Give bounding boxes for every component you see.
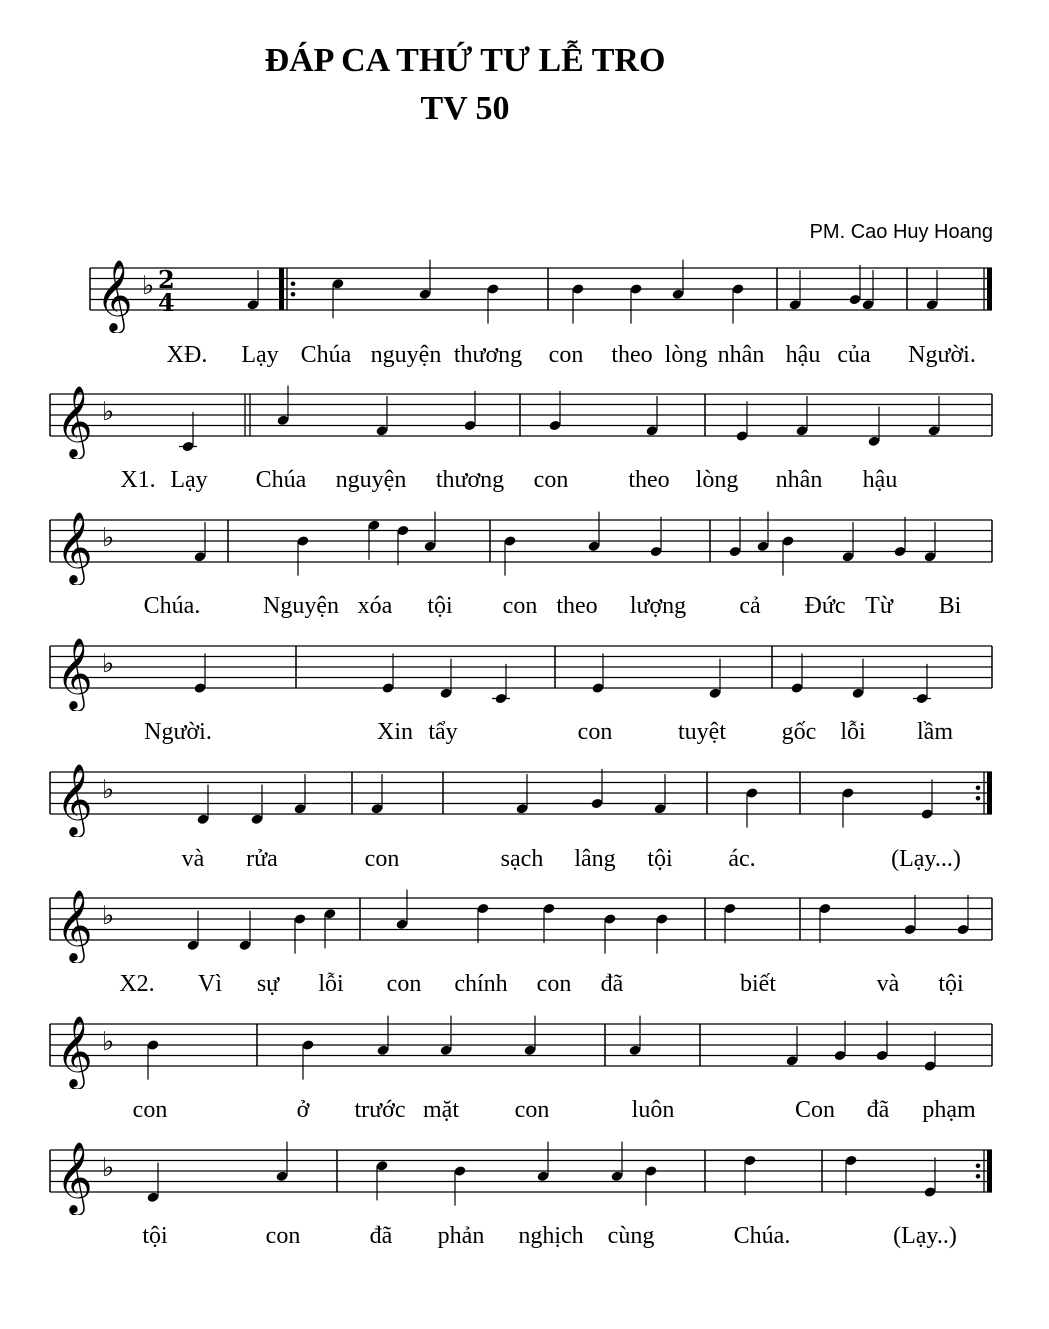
note (146, 1163, 159, 1203)
lyric-word: Bi (938, 593, 962, 619)
note (644, 1165, 657, 1205)
treble-clef-icon: 𝄞 (96, 258, 133, 331)
note (653, 774, 666, 814)
treble-clef-icon: 𝄞 (56, 762, 93, 835)
repeat-dot (291, 292, 296, 297)
lyric-word: theo (556, 593, 598, 619)
final-barline (987, 268, 992, 310)
note (603, 913, 616, 953)
lyric-word: ác. (728, 846, 756, 872)
composer-credit: PM. Cao Huy Hoang (809, 221, 993, 243)
lyric-word: con (265, 1223, 301, 1249)
repeat-dot (976, 1163, 981, 1168)
lyric-word: tội (647, 846, 673, 872)
lyric-word: nguyện (335, 467, 407, 493)
note (293, 913, 306, 953)
note (146, 1039, 159, 1079)
key-flat-icon: ♭ (102, 397, 115, 427)
note (841, 787, 854, 827)
note (728, 517, 741, 557)
lyric-word: lượng (629, 593, 687, 619)
lyric-word: X1. (120, 467, 156, 493)
note (628, 1016, 641, 1056)
note (913, 664, 931, 704)
note (735, 401, 748, 441)
note (723, 903, 736, 943)
time-signature-bottom: 4 (158, 288, 175, 317)
repeat-end-barline (987, 772, 992, 814)
note (587, 512, 600, 552)
lyric-word: Con (794, 1097, 836, 1123)
note (439, 1016, 452, 1056)
lyric-word: thương (435, 467, 505, 493)
lyric-word: sạch (500, 846, 544, 872)
note (788, 270, 801, 310)
lyric-word: con (577, 719, 613, 745)
key-flat-icon: ♭ (102, 1153, 115, 1183)
lyric-word: Chúa. (143, 593, 201, 619)
key-flat-icon: ♭ (142, 271, 155, 301)
note (523, 1016, 536, 1056)
note (376, 1016, 389, 1056)
treble-clef-icon: 𝄞 (56, 1014, 93, 1087)
lyric-word: xóa (357, 593, 393, 619)
song-subtitle: TV 50 (420, 90, 510, 127)
note (375, 1160, 388, 1200)
note (923, 522, 936, 562)
repeat-end-barline (987, 1150, 992, 1192)
lyric-word: nghịch (518, 1223, 584, 1249)
lyric-word: (Lạy..) (893, 1223, 957, 1249)
lyric-word: lỗi (318, 971, 344, 997)
note (375, 396, 388, 436)
note (381, 653, 394, 693)
treble-clef-icon: 𝄞 (56, 1140, 93, 1213)
lyric-word: phản (437, 1223, 485, 1249)
note (323, 908, 336, 948)
lyric-word: biết (740, 971, 776, 997)
note (649, 517, 662, 557)
lyric-word: Chúa. (733, 1223, 791, 1249)
lyric-word: con (536, 971, 572, 997)
note (629, 283, 642, 323)
note (861, 270, 874, 310)
lyric-word: tuyệt (678, 719, 726, 745)
lyric-word: con (533, 467, 569, 493)
note (833, 1021, 846, 1061)
repeat-dot (291, 281, 296, 286)
lyric-word: tội (142, 1223, 168, 1249)
staff-system (0, 883, 1049, 963)
lyric-word: Người. (144, 719, 212, 745)
repeat-dot (976, 785, 981, 790)
lyric-word: thương (453, 342, 523, 368)
note (841, 522, 854, 562)
note (276, 386, 289, 426)
note (785, 1026, 798, 1066)
lyric-word: nhân (775, 467, 823, 493)
lyric-word: con (502, 593, 538, 619)
lyric-word: Chúa (255, 467, 307, 493)
note (395, 890, 408, 930)
note (893, 517, 906, 557)
key-flat-icon: ♭ (102, 775, 115, 805)
note (731, 283, 744, 323)
note (645, 396, 658, 436)
lyric-word: Đức (804, 593, 846, 619)
lyric-word: và (181, 846, 205, 872)
note (655, 913, 668, 953)
key-flat-icon: ♭ (102, 901, 115, 931)
lyric-word: Lạy (170, 467, 208, 493)
note (781, 535, 794, 575)
lyric-word: hậu (862, 467, 898, 493)
lyric-word: con (132, 1097, 168, 1123)
note (476, 903, 489, 943)
staff-system (0, 505, 1049, 585)
note (542, 903, 555, 943)
note (492, 664, 510, 704)
lyric-word: tội (427, 593, 453, 619)
lyric-word: phạm (922, 1097, 976, 1123)
note (745, 787, 758, 827)
song-title: ĐÁP CA THỨ TƯ LỄ TRO (264, 42, 666, 79)
note (515, 774, 528, 814)
note (439, 659, 452, 699)
note (196, 785, 209, 825)
lyric-word: Người. (908, 342, 976, 368)
note (193, 522, 206, 562)
lyric-word: theo (628, 467, 670, 493)
staff-system (0, 253, 1049, 333)
key-flat-icon: ♭ (102, 1027, 115, 1057)
treble-clef-icon: 𝄞 (56, 888, 93, 961)
note (875, 1021, 888, 1061)
note (790, 653, 803, 693)
lyric-word: ở (296, 1097, 310, 1123)
lyric-word: lầm (917, 719, 953, 745)
lyric-word: sự (256, 971, 280, 997)
lyric-word: Xin (377, 719, 413, 745)
note (418, 260, 431, 300)
lyric-word: con (364, 846, 400, 872)
note (795, 396, 808, 436)
lyric-word: con (386, 971, 422, 997)
note (920, 779, 933, 819)
lyric-word: con (514, 1097, 550, 1123)
note (275, 1142, 288, 1182)
lyric-word: lòng (664, 342, 708, 368)
note (463, 391, 476, 431)
note (423, 512, 436, 552)
staff-system (0, 379, 1049, 459)
lyric-word: cùng (607, 1223, 655, 1249)
note (367, 519, 380, 559)
lyric-word: XĐ. (166, 342, 208, 368)
lyric-word: lâng (574, 846, 616, 872)
note (743, 1155, 756, 1195)
lyric-word: nhân (717, 342, 765, 368)
staff-system (0, 1009, 1049, 1089)
note (923, 1157, 936, 1197)
note (503, 535, 516, 575)
note (186, 911, 199, 951)
lyric-word: cả (739, 593, 761, 619)
lyric-word: Vì (198, 971, 222, 997)
lyric-word: đã (369, 1223, 393, 1249)
key-flat-icon: ♭ (102, 649, 115, 679)
staff-system (0, 757, 1049, 837)
lyric-word: đã (866, 1097, 890, 1123)
lyric-word: hậu (785, 342, 821, 368)
note (925, 270, 938, 310)
note (923, 1031, 936, 1071)
treble-clef-icon: 𝄞 (56, 384, 93, 457)
note (851, 659, 864, 699)
note (708, 659, 721, 699)
note (756, 512, 769, 552)
note (250, 785, 263, 825)
lyric-word: (Lạy...) (891, 846, 961, 872)
note (331, 278, 344, 318)
note (486, 283, 499, 323)
lyric-word: Từ (865, 593, 893, 619)
note (927, 396, 940, 436)
staff-system (0, 631, 1049, 711)
note (396, 525, 409, 565)
note (548, 391, 561, 431)
lyric-word: con (548, 342, 584, 368)
note (818, 903, 831, 943)
key-flat-icon: ♭ (102, 523, 115, 553)
lyric-word: tẩy (428, 719, 458, 745)
note (193, 653, 206, 693)
lyric-word: chính (454, 971, 508, 997)
note (453, 1165, 466, 1205)
note (293, 774, 306, 814)
note (238, 911, 251, 951)
note (867, 407, 880, 447)
staff-system (0, 1135, 1049, 1215)
lyric-word: gốc (781, 719, 817, 745)
note (301, 1039, 314, 1079)
lyric-word: đã (600, 971, 624, 997)
lyric-word: mặt (423, 1097, 459, 1123)
lyric-word: Chúa (300, 342, 352, 368)
repeat-dot (976, 1174, 981, 1179)
treble-clef-icon: 𝄞 (56, 510, 93, 583)
repeat-start-barline (279, 268, 284, 310)
note (610, 1142, 623, 1182)
lyric-word: trước (354, 1097, 406, 1123)
note (848, 265, 861, 305)
note (296, 535, 309, 575)
lyric-word: Nguyện (263, 593, 339, 619)
note (671, 260, 684, 300)
treble-clef-icon: 𝄞 (56, 636, 93, 709)
note (844, 1155, 857, 1195)
note (571, 283, 584, 323)
lyric-word: Lạy (241, 342, 279, 368)
lyric-word: rửa (246, 846, 278, 872)
lyric-word: nguyện (370, 342, 442, 368)
lyric-word: X2. (119, 971, 155, 997)
time-signature-top: 2 (158, 265, 175, 294)
lyric-word: và (876, 971, 900, 997)
lyric-word: của (837, 342, 871, 368)
note (179, 412, 197, 452)
note (370, 774, 383, 814)
note (590, 769, 603, 809)
lyric-word: lỗi (840, 719, 866, 745)
note (246, 270, 259, 310)
note (591, 653, 604, 693)
note (536, 1142, 549, 1182)
lyric-word: luôn (631, 1097, 675, 1123)
note (903, 895, 916, 935)
lyric-word: tội (938, 971, 964, 997)
repeat-dot (976, 796, 981, 801)
lyric-word: lòng (695, 467, 739, 493)
note (956, 895, 969, 935)
lyric-word: theo (611, 342, 653, 368)
